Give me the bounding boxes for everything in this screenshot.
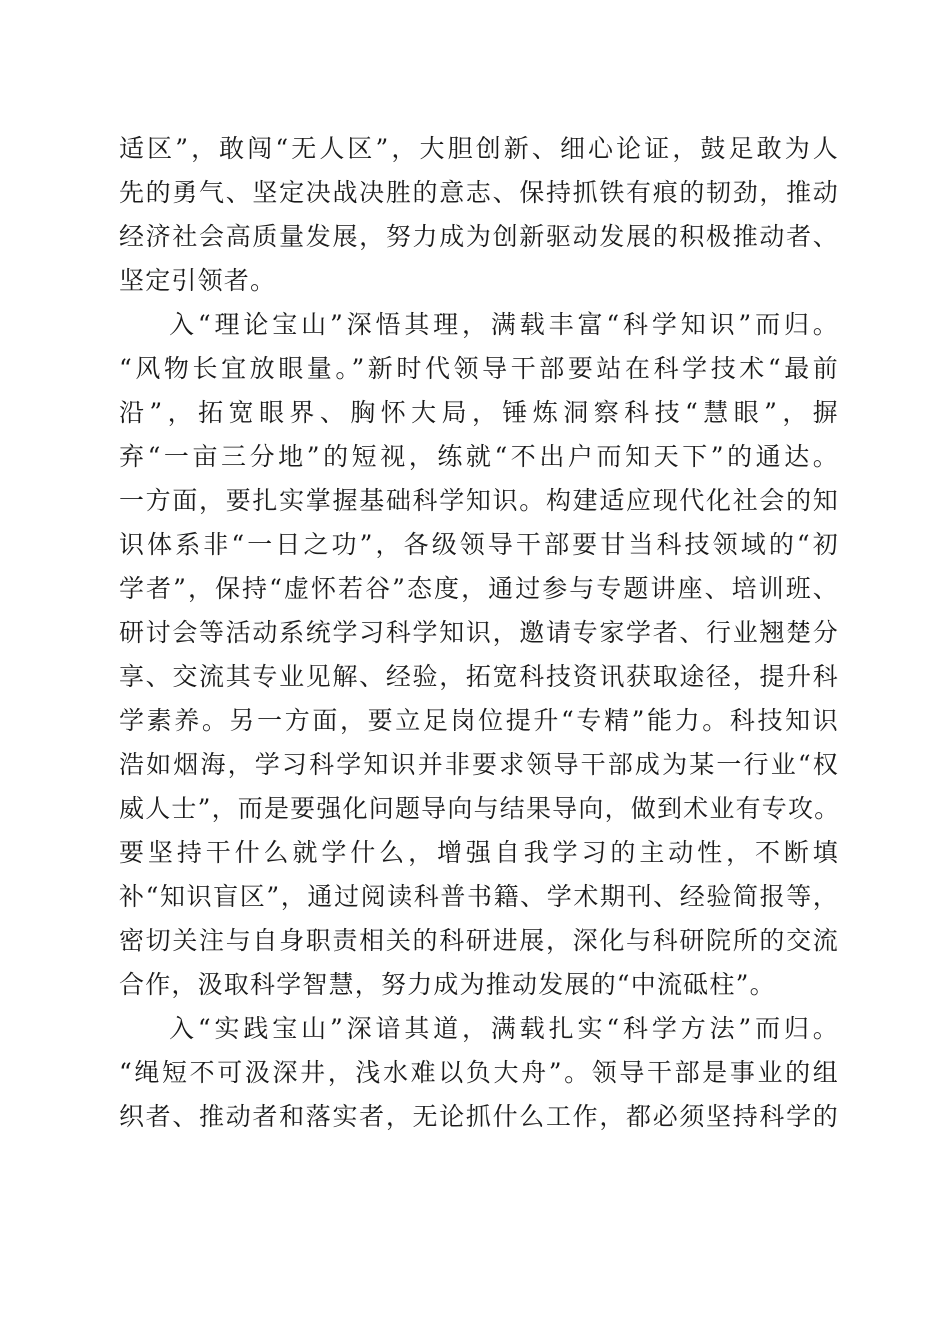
text-line: 学素养。另一方面，要立足岗位提升“专精”能力。科技知识 bbox=[119, 706, 839, 735]
text-line: 一方面，要扎实掌握基础科学知识。构建适应现代化社会的知 bbox=[119, 486, 839, 515]
text-line: 入“理论宝山”深悟其理，满载丰富“科学知识”而归。 bbox=[169, 310, 839, 339]
text-line: “风物长宜放眼量。”新时代领导干部要站在科学技术“最前 bbox=[119, 354, 839, 383]
text-line: 先的勇气、坚定决战决胜的意志、保持抓铁有痕的韧劲，推动 bbox=[119, 178, 839, 207]
text-line: 适区”，敢闯“无人区”，大胆创新、细心论证，鼓足敢为人 bbox=[119, 134, 839, 163]
text-line: 坚定引领者。 bbox=[119, 266, 277, 295]
text-line: 研讨会等活动系统学习科学知识，邀请专家学者、行业翘楚分 bbox=[119, 618, 839, 647]
text-line: 织者、推动者和落实者，无论抓什么工作，都必须坚持科学的 bbox=[119, 1102, 839, 1131]
paragraph-theory bbox=[119, 303, 839, 1007]
text-line: 威人士”，而是要强化问题导向与结果导向，做到术业有专攻。 bbox=[119, 794, 841, 823]
text-line: 享、交流其专业见解、经验，拓宽科技资讯获取途径，提升科 bbox=[119, 662, 839, 691]
paragraph-practice bbox=[119, 1007, 839, 1139]
text-line: 弃“一亩三分地”的短视，练就“不出户而知天下”的通达。 bbox=[119, 442, 839, 471]
body-text bbox=[119, 127, 839, 1139]
text-line: 识体系非“一日之功”，各级领导干部要甘当科技领域的“初 bbox=[119, 530, 839, 559]
text-line: 经济社会高质量发展，努力成为创新驱动发展的积极推动者、 bbox=[119, 222, 839, 251]
text-line: 密切关注与自身职责相关的科研进展，深化与科研院所的交流 bbox=[119, 926, 839, 955]
text-line: 浩如烟海，学习科学知识并非要求领导干部成为某一行业“权 bbox=[119, 750, 839, 779]
paragraph-continuation bbox=[119, 127, 839, 303]
text-line: 合作，汲取科学智慧，努力成为推动发展的“中流砥柱”。 bbox=[119, 970, 776, 999]
text-line: “绳短不可汲深井，浅水难以负大舟”。领导干部是事业的组 bbox=[119, 1058, 839, 1087]
text-line: 补“知识盲区”，通过阅读科普书籍、学术期刊、经验简报等， bbox=[119, 882, 839, 911]
text-line: 入“实践宝山”深谙其道，满载扎实“科学方法”而归。 bbox=[169, 1014, 839, 1043]
text-line: 学者”，保持“虚怀若谷”态度，通过参与专题讲座、培训班、 bbox=[119, 574, 839, 603]
text-line: 要坚持干什么就学什么，增强自我学习的主动性，不断填 bbox=[119, 838, 839, 867]
text-line: 沿”，拓宽眼界、胸怀大局，锤炼洞察科技“慧眼”，摒 bbox=[119, 398, 839, 427]
